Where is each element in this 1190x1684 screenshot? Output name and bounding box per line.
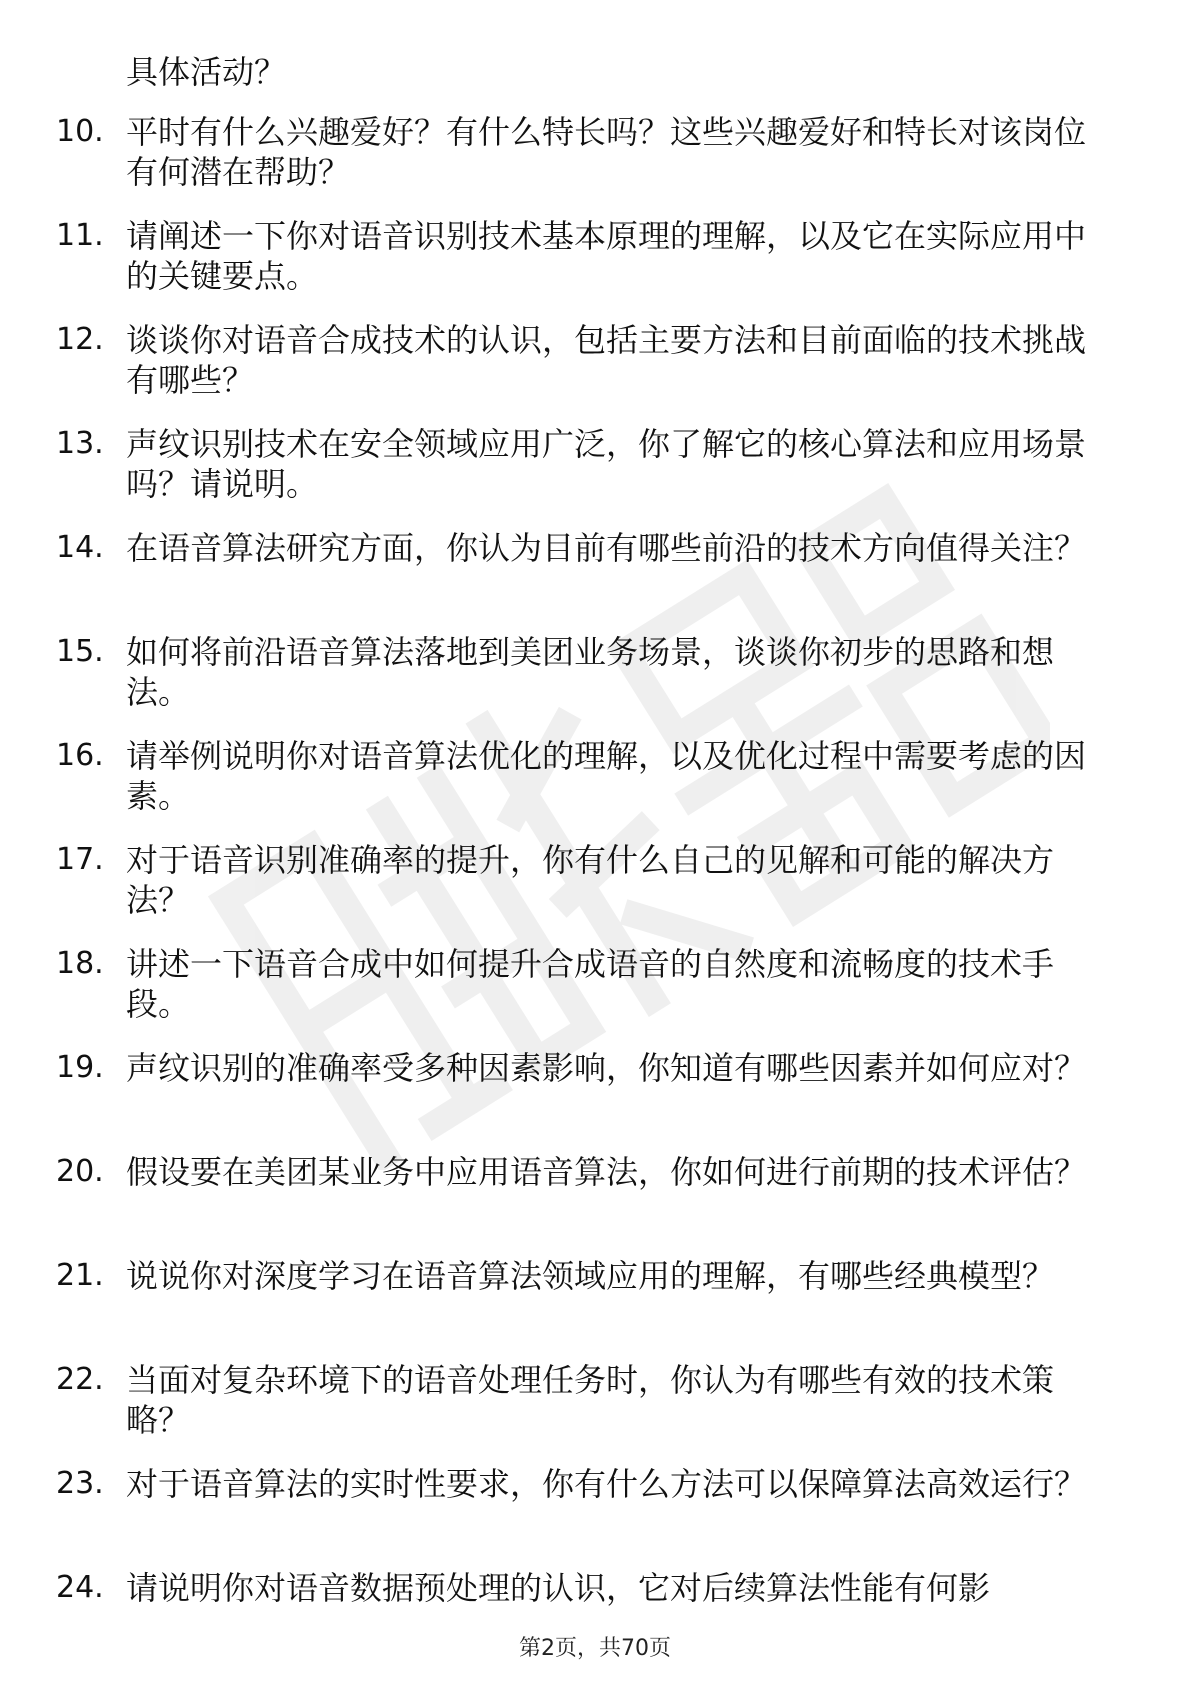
list-item [0, 112, 1190, 216]
question-number: 18. [56, 946, 104, 981]
list-item [0, 1048, 1190, 1152]
question-number: 17. [56, 842, 104, 877]
question-text: 说说你对深度学习在语音算法领域应用的理解，有哪些经典模型？ [126, 1257, 1055, 1295]
question-text: 假设要在美团某业务中应用语音算法，你如何进行前期的技术评估？ [126, 1153, 1087, 1191]
list-item [0, 1256, 1190, 1360]
question-number: 12. [56, 322, 104, 357]
list-item [0, 632, 1190, 736]
question-text: 声纹识别技术在安全领域应用广泛，你了解它的核心算法和应用场景吗？请说明。 [126, 425, 1087, 503]
question-text: 谈谈你对语音合成技术的认识，包括主要方法和目前面临的技术挑战有哪些？ [126, 321, 1087, 399]
question-text: 在语音算法研究方面，你认为目前有哪些前沿的技术方向值得关注？ [126, 529, 1087, 567]
question-number: 15. [56, 634, 104, 669]
question-number: 11. [56, 218, 104, 253]
question-text: 对于语音算法的实时性要求，你有什么方法可以保障算法高效运行？ [126, 1465, 1087, 1503]
list-item [0, 320, 1190, 424]
question-number: 14. [56, 530, 104, 565]
list-item [0, 528, 1190, 632]
question-text: 当面对复杂环境下的语音处理任务时，你认为有哪些有效的技术策略？ [126, 1361, 1055, 1439]
continued-question-text: 具体活动？ [126, 53, 287, 91]
question-text: 平时有什么兴趣爱好？有什么特长吗？这些兴趣爱好和特长对该岗位有何潜在帮助？ [126, 113, 1087, 191]
question-text: 请举例说明你对语音算法优化的理解，以及优化过程中需要考虑的因素。 [126, 737, 1087, 815]
list-item [0, 944, 1190, 1048]
list-item [0, 216, 1190, 320]
question-number: 22. [56, 1362, 104, 1397]
page-footer: 第2页，共70页 [519, 1636, 671, 1661]
list-item [0, 424, 1190, 528]
question-number: 19. [56, 1050, 104, 1085]
question-text: 声纹识别的准确率受多种因素影响，你知道有哪些因素并如何应对？ [126, 1049, 1087, 1087]
list-item [0, 1464, 1190, 1568]
list-item [0, 1152, 1190, 1256]
question-number: 16. [56, 738, 104, 773]
list-item [0, 736, 1190, 840]
question-text: 请说明你对语音数据预处理的认识，它对后续算法性能有何影 [126, 1569, 991, 1607]
question-number: 13. [56, 426, 104, 461]
question-number: 20. [56, 1154, 104, 1189]
question-text: 如何将前沿语音算法落地到美团业务场景，谈谈你初步的思路和想法。 [126, 633, 1055, 711]
question-list [0, 112, 1190, 1672]
list-item [0, 840, 1190, 944]
question-number: 24. [56, 1570, 104, 1605]
question-text: 讲述一下语音合成中如何提升合成语音的自然度和流畅度的技术手段。 [126, 945, 1055, 1023]
question-number: 21. [56, 1258, 104, 1293]
question-number: 23. [56, 1466, 104, 1501]
question-text: 请阐述一下你对语音识别技术基本原理的理解，以及它在实际应用中的关键要点。 [126, 217, 1087, 295]
question-number: 10. [56, 114, 104, 149]
list-item [0, 1360, 1190, 1464]
question-text: 对于语音识别准确率的提升，你有什么自己的见解和可能的解决方法？ [126, 841, 1055, 919]
